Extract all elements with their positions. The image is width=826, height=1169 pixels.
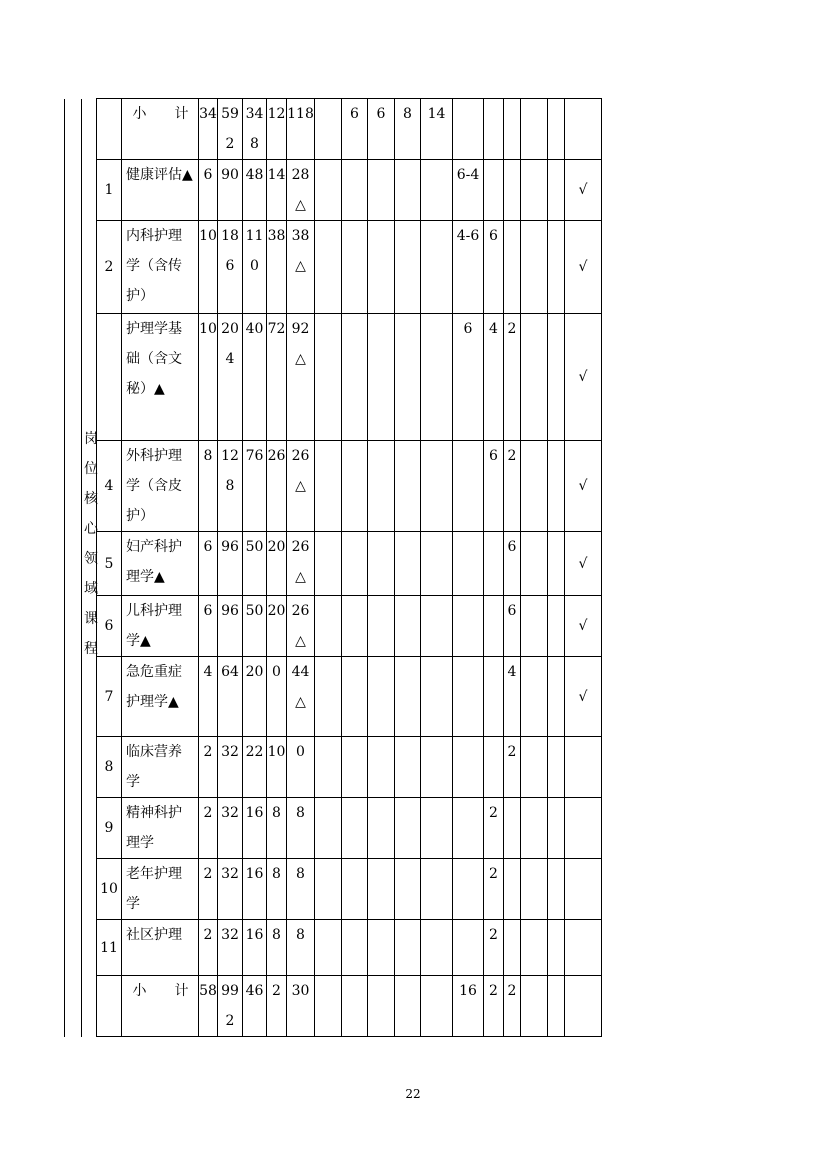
outer-margin-cell [65,859,82,920]
cell-c2: 992 [218,976,243,1037]
row-number: 5 [97,532,122,596]
cell-s7 [504,221,521,314]
cell-c6 [315,314,342,441]
row-number [97,99,122,160]
cell-c2: 204 [218,314,243,441]
cell-s3: 8 [395,99,421,160]
cell-s1 [342,920,368,976]
cell-c5: 8 [287,798,315,859]
cell-s4 [421,859,453,920]
cell-c6 [315,221,342,314]
category-char: 心 [84,521,98,537]
cell-s1 [342,976,368,1037]
cell-c3: 16 [243,920,267,976]
table-row [65,441,602,532]
table-row [65,221,602,314]
cell-s8 [521,596,548,657]
cell-s7 [504,798,521,859]
cell-s6 [484,657,504,737]
cell-c1: 6 [199,532,218,596]
cell-c6 [315,976,342,1037]
outer-margin-cell [65,798,82,859]
cell-c4: 26 [267,441,287,532]
cell-s5: 16 [453,976,484,1037]
cell-s2 [368,532,395,596]
cell-chk: √ [565,596,602,657]
cell-chk: √ [565,160,602,221]
outer-margin-cell [65,160,82,221]
cell-c3: 20 [243,657,267,737]
cell-c1: 6 [199,596,218,657]
cell-s1 [342,859,368,920]
cell-chk [565,859,602,920]
cell-chk [565,99,602,160]
cell-c3: 110 [243,221,267,314]
curriculum-table [64,98,602,1037]
cell-c4: 8 [267,798,287,859]
row-number: 2 [97,221,122,314]
table-row [65,798,602,859]
cell-s7: 2 [504,441,521,532]
cell-s7: 6 [504,532,521,596]
cell-c2: 90 [218,160,243,221]
cell-s1 [342,160,368,221]
course-name: 儿科护理学▲ [122,596,199,657]
cell-c3: 22 [243,737,267,798]
cell-c4: 2 [267,976,287,1037]
cell-s9 [548,532,565,596]
cell-c1: 2 [199,798,218,859]
course-name: 内科护理学（含传护） [122,221,199,314]
cell-c2: 592 [218,99,243,160]
cell-c6 [315,160,342,221]
cell-c6 [315,441,342,532]
row-number: 1 [97,160,122,221]
cell-s7 [504,920,521,976]
cell-s9 [548,920,565,976]
group-cell [82,99,97,160]
cell-c2: 96 [218,532,243,596]
cell-s9 [548,976,565,1037]
cell-s3 [395,221,421,314]
cell-c4: 8 [267,920,287,976]
cell-s4 [421,976,453,1037]
cell-s8 [521,99,548,160]
cell-s3 [395,737,421,798]
cell-c6 [315,596,342,657]
cell-s3 [395,859,421,920]
cell-s7 [504,99,521,160]
row-number [97,314,122,441]
cell-s2 [368,596,395,657]
cell-c4: 20 [267,532,287,596]
cell-s5 [453,596,484,657]
cell-c5: 26△ [287,596,315,657]
cell-chk: √ [565,441,602,532]
cell-s9 [548,657,565,737]
cell-c1: 4 [199,657,218,737]
cell-s7 [504,859,521,920]
cell-c2: 32 [218,798,243,859]
cell-c3: 40 [243,314,267,441]
cell-s8 [521,314,548,441]
cell-s2 [368,798,395,859]
outer-margin-cell [65,221,82,314]
cell-s6 [484,737,504,798]
row-number: 10 [97,859,122,920]
cell-s5 [453,532,484,596]
cell-s5 [453,859,484,920]
cell-chk: √ [565,314,602,441]
cell-c1: 2 [199,920,218,976]
cell-c1: 10 [199,314,218,441]
cell-c4: 0 [267,657,287,737]
cell-s9 [548,596,565,657]
group-cell [82,657,97,737]
course-name: 外科护理学（含皮护） [122,441,199,532]
cell-chk [565,920,602,976]
outer-margin-cell [65,99,82,160]
category-char: 课 [84,611,98,627]
cell-s1 [342,441,368,532]
cell-c5: 30 [287,976,315,1037]
cell-c4: 12 [267,99,287,160]
cell-c2: 186 [218,221,243,314]
table-row [65,737,602,798]
cell-c6 [315,859,342,920]
cell-s6: 2 [484,798,504,859]
cell-s1: 6 [342,99,368,160]
cell-s3 [395,657,421,737]
outer-margin-cell [65,596,82,657]
group-cell [82,737,97,798]
cell-c5: 118 [287,99,315,160]
cell-c3: 46 [243,976,267,1037]
cell-s3 [395,314,421,441]
cell-chk [565,737,602,798]
cell-c4: 72 [267,314,287,441]
category-char: 核 [84,491,98,507]
cell-s2 [368,657,395,737]
cell-s3 [395,920,421,976]
cell-s6: 2 [484,920,504,976]
row-number: 8 [97,737,122,798]
group-cell [82,221,97,314]
table-row [65,314,602,441]
course-name: 小 计 [122,976,199,1037]
table-row [65,920,602,976]
outer-margin-cell [65,314,82,441]
cell-c6 [315,99,342,160]
row-number: 9 [97,798,122,859]
course-name: 老年护理学 [122,859,199,920]
cell-c3: 50 [243,596,267,657]
outer-margin-cell [65,976,82,1037]
cell-s2: 6 [368,99,395,160]
cell-s4 [421,532,453,596]
table-row [65,859,602,920]
cell-c4: 38 [267,221,287,314]
cell-s5: 4-6 [453,221,484,314]
course-name: 精神科护理学 [122,798,199,859]
course-name: 护理学基础（含文秘）▲ [122,314,199,441]
cell-s4 [421,221,453,314]
cell-s3 [395,160,421,221]
cell-s4 [421,596,453,657]
cell-c3: 16 [243,798,267,859]
category-char: 领 [84,551,98,567]
cell-s2 [368,160,395,221]
cell-s6: 6 [484,221,504,314]
course-name: 急危重症护理学▲ [122,657,199,737]
cell-s1 [342,221,368,314]
cell-s2 [368,859,395,920]
cell-c5: 92△ [287,314,315,441]
cell-s4 [421,160,453,221]
cell-s4: 14 [421,99,453,160]
cell-s2 [368,920,395,976]
row-number: 4 [97,441,122,532]
cell-s2 [368,314,395,441]
cell-s8 [521,657,548,737]
cell-s8 [521,798,548,859]
cell-s8 [521,160,548,221]
cell-s4 [421,441,453,532]
cell-c5: 26△ [287,532,315,596]
cell-chk [565,976,602,1037]
group-cell [82,314,97,441]
cell-s3 [395,532,421,596]
cell-c4: 20 [267,596,287,657]
outer-margin-cell [65,441,82,532]
cell-s3 [395,798,421,859]
cell-chk: √ [565,532,602,596]
cell-s9 [548,160,565,221]
cell-s2 [368,221,395,314]
cell-c1: 58 [199,976,218,1037]
cell-c2: 128 [218,441,243,532]
cell-s1 [342,737,368,798]
cell-c3: 348 [243,99,267,160]
course-name: 妇产科护理学▲ [122,532,199,596]
cell-c2: 64 [218,657,243,737]
cell-c1: 10 [199,221,218,314]
cell-c2: 32 [218,737,243,798]
cell-s9 [548,441,565,532]
cell-s4 [421,657,453,737]
cell-s8 [521,737,548,798]
group-cell [82,920,97,976]
cell-c1: 2 [199,859,218,920]
course-name: 临床营养学 [122,737,199,798]
cell-s1 [342,314,368,441]
cell-c5: 38△ [287,221,315,314]
course-name: 小 计 [122,99,199,160]
cell-c5: 28△ [287,160,315,221]
cell-s2 [368,976,395,1037]
cell-s7: 2 [504,976,521,1037]
cell-chk: √ [565,657,602,737]
group-cell [82,859,97,920]
cell-s2 [368,441,395,532]
cell-s5 [453,920,484,976]
cell-c6 [315,657,342,737]
cell-s4 [421,314,453,441]
row-number: 6 [97,596,122,657]
cell-s3 [395,976,421,1037]
cell-s4 [421,798,453,859]
row-number: 11 [97,920,122,976]
cell-s7: 4 [504,657,521,737]
table-row [65,976,602,1037]
cell-s9 [548,221,565,314]
cell-s9 [548,737,565,798]
cell-c4: 8 [267,859,287,920]
category-char: 位 [84,461,98,477]
cell-s6: 2 [484,976,504,1037]
category-char: 岗 [84,431,98,447]
cell-chk [565,798,602,859]
outer-margin-cell [65,657,82,737]
cell-s5 [453,441,484,532]
cell-c1: 6 [199,160,218,221]
cell-s6 [484,99,504,160]
cell-c2: 96 [218,596,243,657]
cell-c3: 48 [243,160,267,221]
cell-s1 [342,798,368,859]
cell-c6 [315,737,342,798]
cell-s7: 6 [504,596,521,657]
cell-s1 [342,657,368,737]
cell-c2: 32 [218,920,243,976]
cell-s2 [368,737,395,798]
group-cell [82,160,97,221]
cell-c4: 14 [267,160,287,221]
cell-s5 [453,737,484,798]
cell-c3: 50 [243,532,267,596]
cell-s9 [548,859,565,920]
cell-s7 [504,160,521,221]
cell-s8 [521,976,548,1037]
course-name: 健康评估▲ [122,160,199,221]
cell-s3 [395,596,421,657]
cell-c4: 10 [267,737,287,798]
cell-c5: 26△ [287,441,315,532]
category-label [84,424,98,664]
cell-s7: 2 [504,314,521,441]
cell-s8 [521,221,548,314]
row-number [97,976,122,1037]
cell-s8 [521,920,548,976]
cell-c1: 8 [199,441,218,532]
cell-s8 [521,859,548,920]
cell-c6 [315,798,342,859]
group-cell [82,976,97,1037]
cell-s6: 6 [484,441,504,532]
category-char: 域 [84,581,98,597]
cell-s9 [548,99,565,160]
outer-margin-cell [65,737,82,798]
cell-c2: 32 [218,859,243,920]
outer-margin-cell [65,920,82,976]
cell-s5 [453,99,484,160]
cell-s4 [421,920,453,976]
cell-s6: 4 [484,314,504,441]
cell-c5: 8 [287,920,315,976]
cell-s6 [484,532,504,596]
cell-chk: √ [565,221,602,314]
cell-s1 [342,532,368,596]
table-row [65,596,602,657]
cell-c6 [315,920,342,976]
table-row [65,532,602,596]
cell-c6 [315,532,342,596]
cell-s8 [521,532,548,596]
cell-s7: 2 [504,737,521,798]
table-row [65,99,602,160]
cell-c1: 34 [199,99,218,160]
table-row [65,160,602,221]
cell-s9 [548,314,565,441]
table-row [65,657,602,737]
page-number: 22 [405,1087,421,1101]
cell-c1: 2 [199,737,218,798]
cell-s5: 6-4 [453,160,484,221]
cell-c3: 76 [243,441,267,532]
cell-s6 [484,160,504,221]
outer-margin-cell [65,532,82,596]
cell-s1 [342,596,368,657]
course-name: 社区护理 [122,920,199,976]
row-number: 7 [97,657,122,737]
cell-c5: 8 [287,859,315,920]
cell-s4 [421,737,453,798]
cell-s6 [484,596,504,657]
cell-s9 [548,798,565,859]
cell-s8 [521,441,548,532]
cell-c5: 44△ [287,657,315,737]
cell-s5: 6 [453,314,484,441]
cell-s5 [453,798,484,859]
group-cell [82,798,97,859]
cell-c5: 0 [287,737,315,798]
cell-s3 [395,441,421,532]
cell-c3: 16 [243,859,267,920]
category-char: 程 [84,641,98,657]
cell-s5 [453,657,484,737]
cell-s6: 2 [484,859,504,920]
